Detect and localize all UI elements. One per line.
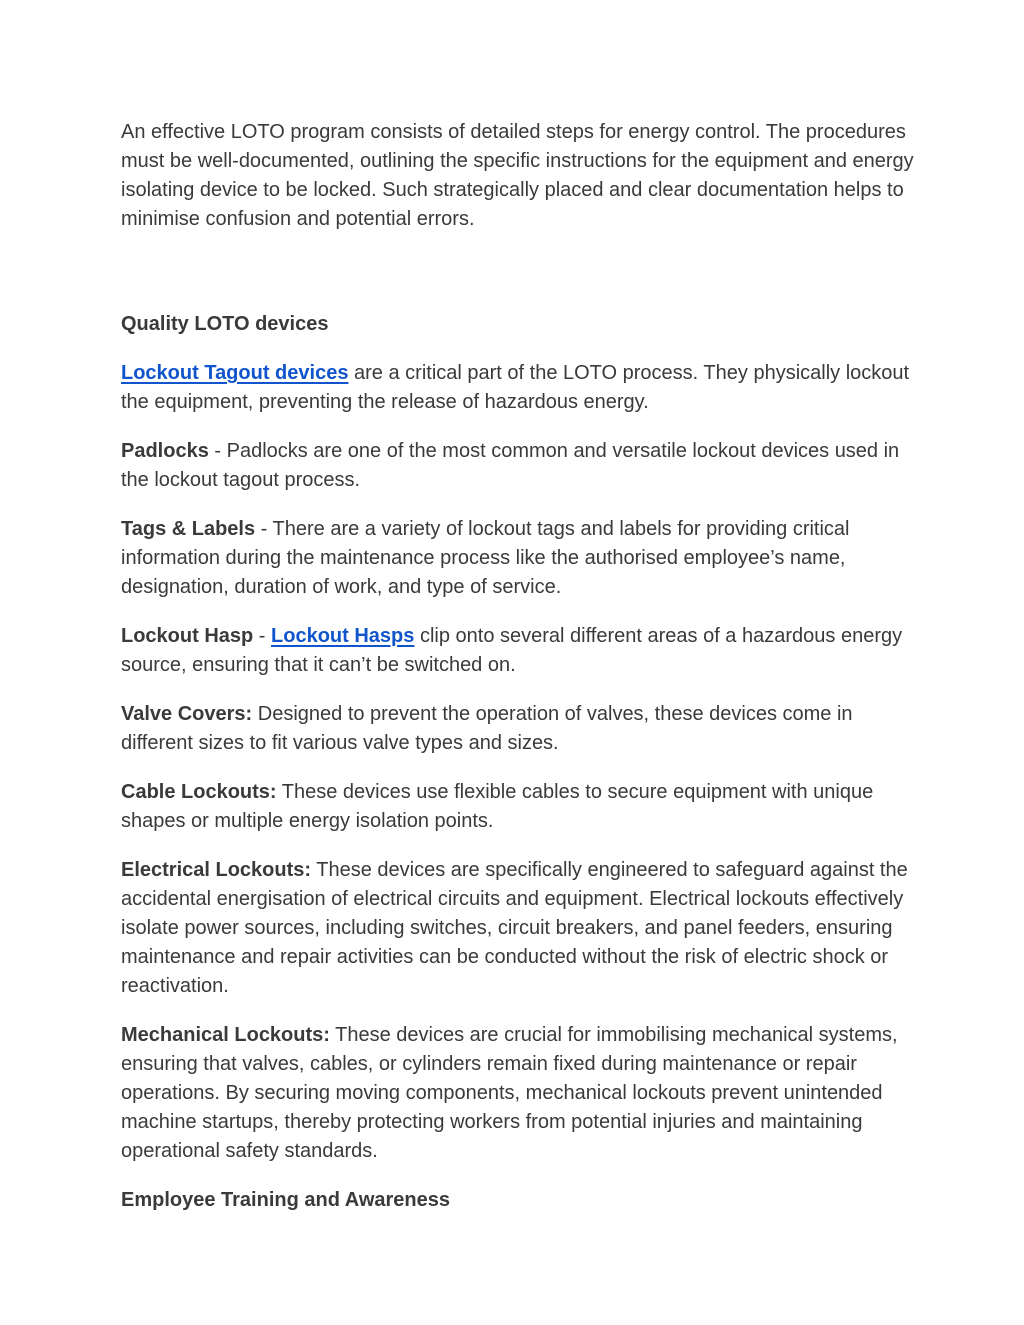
lockout-hasps-link[interactable]: Lockout Hasps [271, 625, 415, 647]
document-page [121, 118, 921, 1215]
section-heading-employee-training: Employee Training and Awareness [121, 1189, 451, 1211]
electrical-lockouts-paragraph [121, 856, 921, 1001]
mechanical-lockouts-term: Mechanical Lockouts: [121, 1024, 330, 1046]
lockout-hasp-text: clip onto several different areas of a hazardous energy source, ensuring that it can’t be switched on. [121, 625, 903, 676]
mechanical-lockouts-paragraph [121, 1021, 921, 1166]
cable-lockouts-text: These devices use flexible cables to secure equipment with unique shapes or multiple energy isolation points. [121, 781, 874, 832]
tags-labels-paragraph [121, 515, 921, 602]
electrical-lockouts-term: Electrical Lockouts: [121, 859, 312, 881]
mechanical-lockouts-text: These devices are crucial for immobilising mechanical systems, ensuring that valves, cables, or cylinders remain fixed during maintenance or repair operations. By securing moving components, mechanical lockouts prevent unintended machine startups, thereby protecting workers from potential injuries and maintaining operational safety standards. [121, 1024, 898, 1162]
tags-labels-text: - There are a variety of lockout tags and labels for providing critical information during the maintenance process like the authorised employee’s name, designation, duration of work, and type of service. [121, 518, 850, 598]
lockout-hasp-paragraph [121, 622, 921, 680]
valve-covers-text: Designed to prevent the operation of valves, these devices come in different sizes to fit various valve types and sizes. [121, 703, 853, 754]
lockout-hasp-separator: - [253, 625, 272, 647]
electrical-lockouts-text: These devices are specifically engineered to safeguard against the accidental energisation of electrical circuits and equipment. Electrical lockouts effectively isolate power sources, including switches, circuit breakers, and panel feeders, ensuring maintenance and repair activities can be conducted without the risk of electric shock or reactivation. [121, 859, 908, 997]
padlocks-text: - Padlocks are one of the most common and versatile lockout devices used in the lockout tagout process. [121, 440, 900, 491]
lockout-tagout-devices-link[interactable]: Lockout Tagout devices [121, 362, 349, 384]
devices-intro-text: are a critical part of the LOTO process. They physically lockout the equipment, preventing the release of hazardous energy. [121, 362, 910, 413]
section-heading-quality-loto-devices: Quality LOTO devices [121, 313, 329, 335]
valve-covers-paragraph [121, 700, 921, 758]
cable-lockouts-term: Cable Lockouts: [121, 781, 277, 803]
padlocks-paragraph [121, 437, 921, 495]
cable-lockouts-paragraph [121, 778, 921, 836]
devices-intro-paragraph [121, 359, 921, 417]
tags-labels-term: Tags & Labels [121, 518, 256, 540]
valve-covers-term: Valve Covers: [121, 703, 253, 725]
padlocks-term: Padlocks [121, 440, 209, 462]
lockout-hasp-term: Lockout Hasp [121, 625, 254, 647]
intro-paragraph: An effective LOTO program consists of detailed steps for energy control. The procedures must be well-documented, outlining the specific instructions for the equipment and energy isolating device to be locked. Such strategically placed and clear documentation helps to minimise confusion and potential errors. [121, 121, 914, 230]
